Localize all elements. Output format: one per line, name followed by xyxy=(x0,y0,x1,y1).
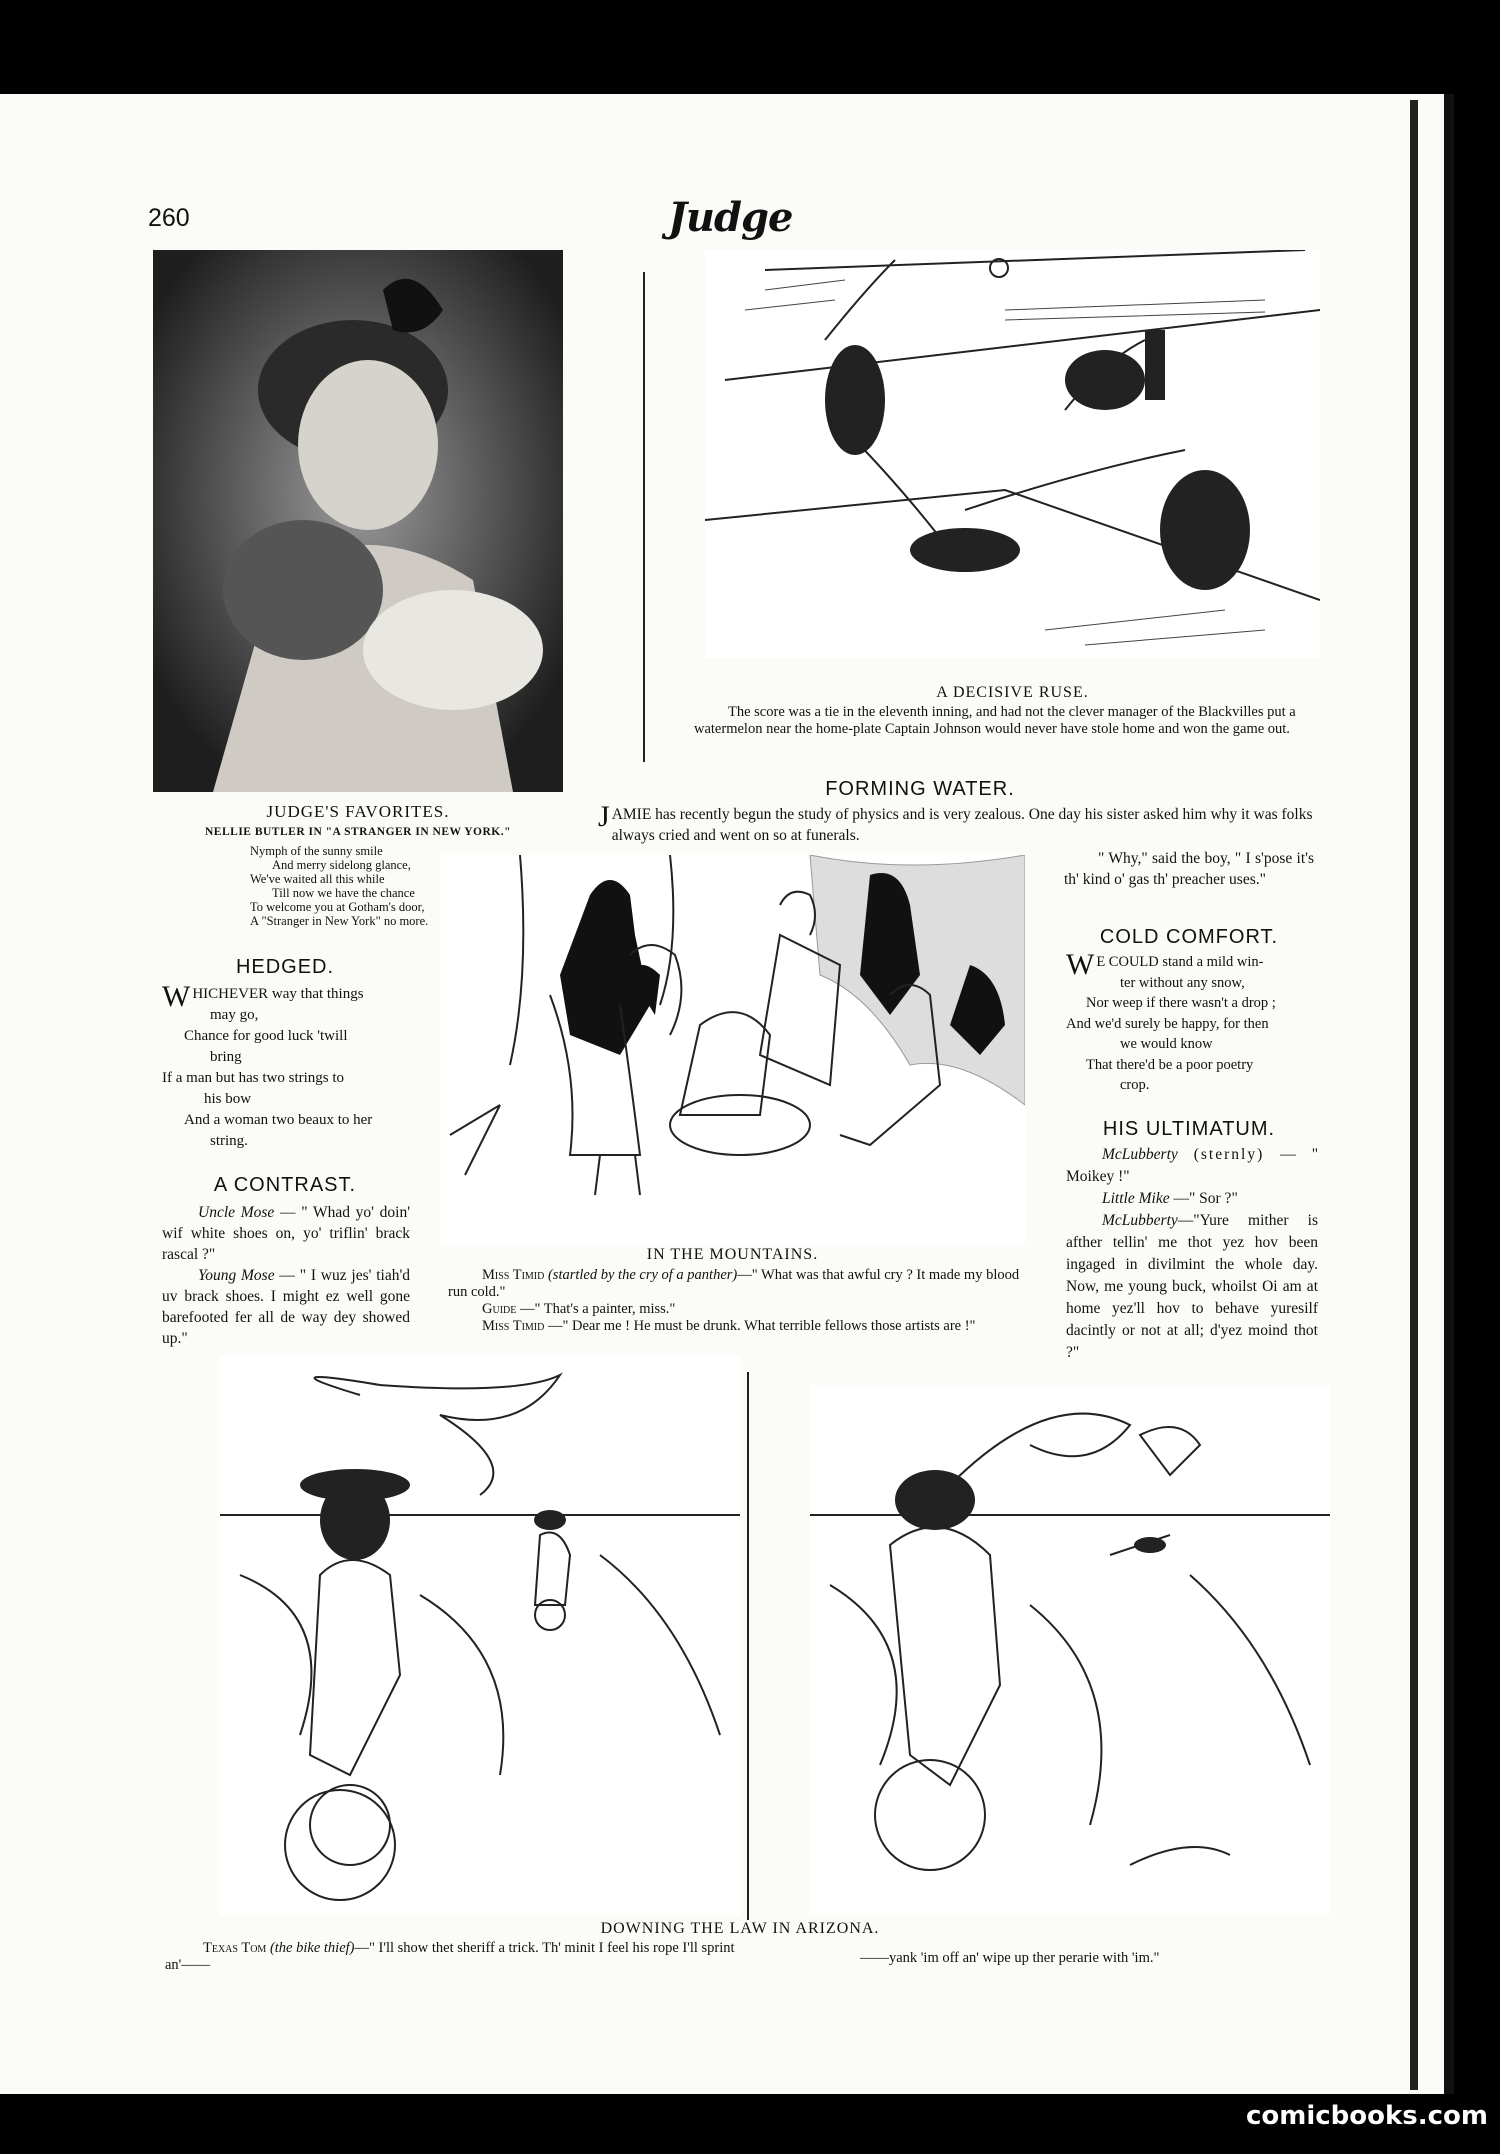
contrast-title: A CONTRAST. xyxy=(213,1174,357,1196)
speaker: Little Mike xyxy=(1102,1190,1170,1207)
decisive-ruse-text: The score was a tie in the eleventh inning, and had not the clever manager of the Blackvilles put a watermelon near the home-plate Captain Johnson would never have stole home and won the game out. xyxy=(694,704,1296,737)
dialogue-line: " Moikey !" xyxy=(1066,1146,1319,1185)
scan-border-top xyxy=(0,0,1500,94)
panel-divider xyxy=(747,1372,749,1920)
poem-line: may go, xyxy=(210,1007,259,1023)
favorites-title: JUDGE'S FAVORITES. xyxy=(266,802,450,821)
arizona-title: DOWNING THE LAW IN ARIZONA. xyxy=(600,1920,880,1937)
dialogue-line: " What was that awful cry ? It made my blood run cold." xyxy=(448,1267,1020,1300)
poem-line: HICHEVER way that things xyxy=(192,986,364,1002)
hedged-title: HEDGED. xyxy=(235,956,335,978)
arizona-caption-left: Texas Tom (the bike thief)—" I'll show thet sheriff a trick. Th' minit I feel his rope I'll sprint an'—— xyxy=(165,1940,735,1973)
dropcap: W xyxy=(162,980,191,1013)
arizona-caption-right: ——yank 'im off an' wipe up ther perarie with 'im." xyxy=(860,1950,1160,1966)
dialogue-line: " I'll show thet sheriff a trick. Th' minit I feel his rope I'll sprint an'—— xyxy=(165,1940,735,1973)
portrait-photo xyxy=(153,250,563,792)
speaker: Young Mose xyxy=(198,1267,275,1284)
poem-line: we would know xyxy=(1120,1036,1213,1052)
scan-border-right xyxy=(1454,94,1500,2094)
dialogue-line: " Whad yo' doin' wif white shoes on, yo' triflin' brack rascal ?" xyxy=(162,1204,411,1263)
speaker: Texas Tom xyxy=(203,1940,267,1956)
cold-comfort-poem xyxy=(1066,948,1316,1096)
forming-water-lead xyxy=(598,800,1318,846)
poem-line: Nymph of the sunny smile xyxy=(250,844,383,858)
contrast-dialogue: Uncle Mose — " Whad yo' doin' wif white shoes on, yo' triflin' brack rascal ?" Young Mose — " I wuz jes' tiah'd uv brack shoes. I might ez well gone barefooted fer all de way dey showed up." xyxy=(162,1204,411,1347)
baseball-cartoon xyxy=(705,250,1320,658)
ultimatum-title: HIS ULTIMATUM. xyxy=(1102,1118,1276,1140)
speaker: Miss Timid xyxy=(482,1318,545,1334)
dialogue-line: " I wuz jes' tiah'd uv brack shoes. I might ez well gone barefooted fer all de way dey showed up." xyxy=(162,1267,411,1347)
speaker: McLubberty xyxy=(1102,1212,1178,1229)
poem-line: That there'd be a poor poetry xyxy=(1086,1056,1254,1073)
masthead-logo: Judge xyxy=(668,194,793,241)
hedged-poem xyxy=(162,980,412,1152)
stage-direction: (sternly) xyxy=(1193,1146,1265,1163)
speaker: Uncle Mose xyxy=(198,1204,275,1221)
poem-line: Chance for good luck 'twill xyxy=(184,1028,348,1044)
poem-line: And merry sidelong glance, xyxy=(272,858,411,872)
dropcap: W xyxy=(1066,948,1095,981)
decisive-ruse-title: A DECISIVE RUSE. xyxy=(936,684,1089,701)
mountains-cartoon xyxy=(440,855,1025,1245)
poem-line: If a man but has two strings to xyxy=(162,1070,345,1086)
speaker: Miss Timid xyxy=(482,1267,545,1283)
page-edge-shadow xyxy=(1410,100,1418,2090)
forming-water-lead-text: AMIE has recently begun the study of physics and is very zealous. One day his sister asked him why it was folks always cried and went on so at funerals. xyxy=(611,806,1313,844)
column-rule xyxy=(643,272,645,762)
poem-line: And a woman two beaux to her xyxy=(184,1112,373,1128)
forming-water-title: FORMING WATER. xyxy=(825,778,1015,800)
dialogue-line: "Yure mither is afther tellin' me thot yez hov been ingaged in divilmint the whole day. Now, me young buck, whoilst Oi am at home yez'll hov to behave yuresilf dacintly or not at all; d'yez moind thot ?" xyxy=(1066,1212,1318,1361)
dropcap: J xyxy=(598,800,610,833)
dialogue-line: " Dear me ! He must be drunk. What terrible fellows those artists are !" xyxy=(562,1318,976,1334)
poem-line: his bow xyxy=(204,1091,252,1107)
poem-line: To welcome you at Gotham's door, xyxy=(250,900,425,914)
stage-direction: (the bike thief) xyxy=(269,1940,355,1956)
speaker: Guide xyxy=(482,1301,517,1317)
dialogue-line: " That's a painter, miss." xyxy=(534,1301,676,1317)
favorites-subtitle: NELLIE BUTLER IN "A STRANGER IN NEW YORK." xyxy=(205,826,511,838)
stage-direction: (startled by the cry of a panther) xyxy=(547,1267,738,1283)
dialogue-line: " Sor ?" xyxy=(1188,1190,1238,1207)
forming-water-reply: " Why," said the boy, " I s'pose it's th' kind o' gas th' preacher uses." xyxy=(1064,850,1314,888)
cold-comfort-title: COLD COMFORT. xyxy=(1099,926,1279,948)
site-credit: comicbooks.com xyxy=(1245,2101,1488,2131)
arizona-panel-left xyxy=(220,1355,740,1915)
page-number: 260 xyxy=(148,204,190,232)
poem-line: E COULD stand a mild win- xyxy=(1096,954,1264,970)
poem-line: crop. xyxy=(1120,1077,1150,1093)
poem-line: Till now we have the chance xyxy=(272,886,415,900)
poem-line: A "Stranger in New York" no more. xyxy=(250,914,429,928)
poem-line: Nor weep if there wasn't a drop ; xyxy=(1086,995,1276,1011)
poem-line: And we'd surely be happy, for then xyxy=(1066,1015,1269,1032)
mountains-dialogue: Miss Timid (startled by the cry of a panther)—" What was that awful cry ? It made my blood run cold." Guide —" That's a painter, miss." Miss Timid —" Dear me ! He must be drunk. What terrible fellows those artists are !" xyxy=(448,1267,1020,1334)
poem-line: bring xyxy=(210,1049,242,1065)
poem-line: We've waited all this while xyxy=(250,872,385,886)
poem-line: string. xyxy=(210,1133,248,1149)
poem-line: ter without any snow, xyxy=(1120,974,1245,991)
ultimatum-dialogue: McLubberty (sternly) — " Moikey !" Little Mike —" Sor ?" McLubberty—"Yure mither is afther tellin' me thot yez hov been ingaged in divilmint the whole day. Now, me young buck, whoilst Oi am at home yez'll hov to behave yuresilf dacintly or not at all; d'yez moind thot ?" xyxy=(1066,1146,1319,1361)
mountains-title: IN THE MOUNTAINS. xyxy=(646,1246,819,1263)
speaker: McLubberty xyxy=(1102,1146,1178,1163)
arizona-panel-right xyxy=(810,1385,1330,1915)
